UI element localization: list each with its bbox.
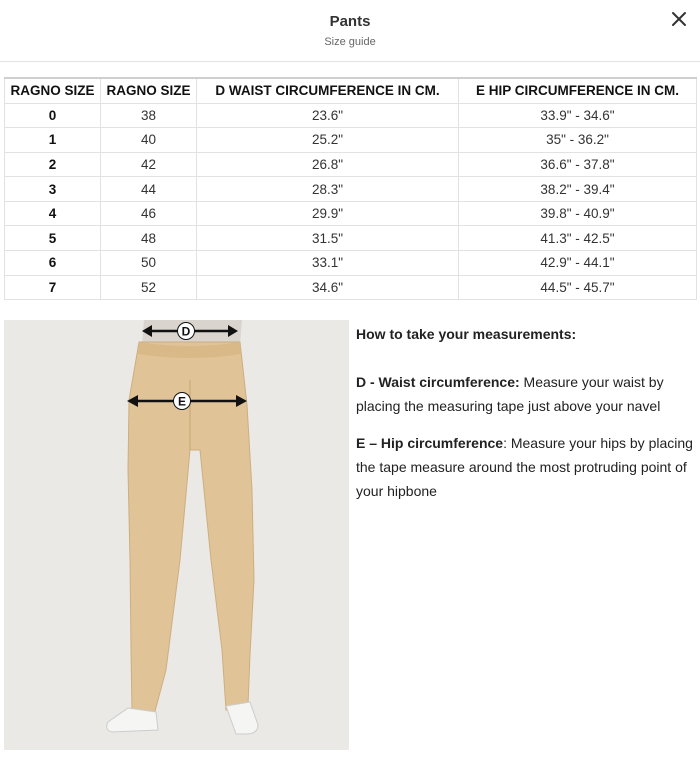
table-row: [5, 251, 697, 276]
size-table: [4, 77, 697, 300]
hip-marker: E: [177, 394, 187, 409]
cell-size-eu: 48: [101, 226, 197, 251]
table-row: [5, 177, 697, 202]
cell-size: 4: [5, 201, 101, 226]
cell-waist: 25.2": [197, 128, 459, 153]
header-ragno-size-eu: RAGNO SIZE: [101, 78, 197, 103]
modal-title: Pants: [329, 13, 371, 30]
cell-hip: 41.3" - 42.5": [459, 226, 697, 251]
size-table-header: [5, 78, 697, 103]
cell-size-eu: 42: [101, 152, 197, 177]
cell-hip: 44.5" - 45.7": [459, 275, 697, 300]
cell-hip: 36.6" - 37.8": [459, 152, 697, 177]
cell-size: 0: [5, 103, 101, 128]
cell-size: 6: [5, 251, 101, 276]
waist-term: D - Waist circumference:: [356, 374, 520, 390]
cell-size: 7: [5, 275, 101, 300]
cell-size-eu: 50: [101, 251, 197, 276]
close-icon: [671, 11, 687, 27]
cell-hip: 39.8" - 40.9": [459, 201, 697, 226]
pants-measurement-photo: [4, 320, 349, 750]
table-row: [5, 128, 697, 153]
cell-size-eu: 52: [101, 275, 197, 300]
cell-size: 3: [5, 177, 101, 202]
table-row: [5, 103, 697, 128]
hip-instruction: [356, 431, 698, 503]
cell-size: 5: [5, 226, 101, 251]
cell-hip: 35" - 36.2": [459, 128, 697, 153]
waist-text: Measure your waist by placing the measuring tape just above your navel: [356, 374, 664, 414]
header-waist-circumference: D WAIST CIRCUMFERENCE IN CM.: [197, 78, 459, 103]
pants-illustration: [4, 320, 349, 750]
modal-subtitle: Size guide: [324, 36, 376, 48]
cell-waist: 29.9": [197, 201, 459, 226]
header-hip-circumference: E HIP CIRCUMFERENCE IN CM.: [459, 78, 697, 103]
cell-waist: 33.1": [197, 251, 459, 276]
cell-size-eu: 38: [101, 103, 197, 128]
cell-size-eu: 46: [101, 201, 197, 226]
cell-size-eu: 44: [101, 177, 197, 202]
cell-hip: 33.9" - 34.6": [459, 103, 697, 128]
hip-text: : Measure your hips by placing the tape measure around the most protruding point of your hipbone: [356, 435, 693, 499]
cell-waist: 31.5": [197, 226, 459, 251]
table-row: [5, 275, 697, 300]
cell-size-eu: 40: [101, 128, 197, 153]
hip-term: E – Hip circumference: [356, 435, 504, 451]
table-row: [5, 201, 697, 226]
measurement-instructions: [356, 322, 698, 516]
cell-size: 2: [5, 152, 101, 177]
cell-waist: 34.6": [197, 275, 459, 300]
modal-header: [0, 0, 700, 62]
header-ragno-size: RAGNO SIZE: [5, 78, 101, 103]
cell-hip: 42.9" - 44.1": [459, 251, 697, 276]
table-row: [5, 226, 697, 251]
cell-size: 1: [5, 128, 101, 153]
waist-marker: D: [181, 324, 191, 339]
cell-waist: 26.8": [197, 152, 459, 177]
close-button[interactable]: [666, 6, 692, 32]
cell-waist: 28.3": [197, 177, 459, 202]
cell-hip: 38.2" - 39.4": [459, 177, 697, 202]
table-row: [5, 152, 697, 177]
cell-waist: 23.6": [197, 103, 459, 128]
waist-instruction: [356, 370, 698, 418]
instructions-heading: How to take your measurements:: [356, 326, 577, 342]
